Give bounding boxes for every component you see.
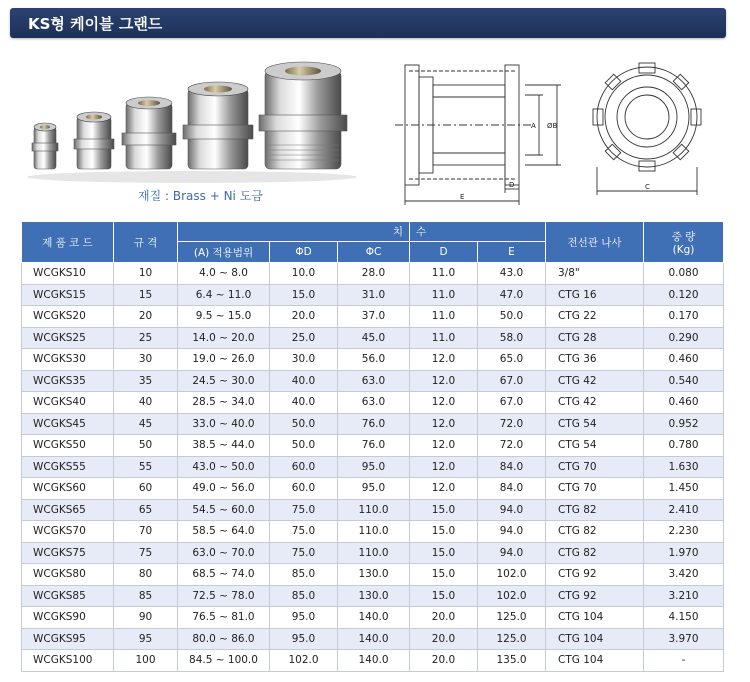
cell-range: 28.5 ~ 34.0 (178, 392, 270, 414)
cell-e: 72.0 (478, 435, 546, 457)
cell-weight: 0.080 (644, 263, 724, 285)
cell-d: 12.0 (410, 413, 478, 435)
header-phi-c: ΦC (338, 242, 410, 263)
cell-weight: 1.970 (644, 542, 724, 564)
cell-d: 20.0 (410, 628, 478, 650)
cell-size: 50 (114, 435, 178, 457)
cell-e: 72.0 (478, 413, 546, 435)
table-row (22, 327, 724, 349)
cell-phi-c: 110.0 (338, 542, 410, 564)
cell-e: 125.0 (478, 628, 546, 650)
cell-phi-d: 50.0 (270, 413, 338, 435)
cell-thread: 3/8" (546, 263, 644, 285)
cell-d: 11.0 (410, 306, 478, 328)
cell-code: WCGKS70 (22, 521, 114, 543)
material-caption: 재질 : Brass + Ni 도금 (138, 189, 263, 203)
dim-label-a: A (531, 122, 536, 130)
technical-drawing (385, 55, 725, 215)
cell-phi-c: 28.0 (338, 263, 410, 285)
cell-e: 94.0 (478, 542, 546, 564)
cell-phi-d: 40.0 (270, 370, 338, 392)
cell-phi-d: 95.0 (270, 628, 338, 650)
cell-d: 15.0 (410, 542, 478, 564)
dim-label-d: D (509, 181, 515, 189)
header-dimensions-right: 수 (410, 222, 546, 242)
cell-d: 15.0 (410, 564, 478, 586)
cell-e: 84.0 (478, 456, 546, 478)
cell-code: WCGKS80 (22, 564, 114, 586)
cell-d: 12.0 (410, 478, 478, 500)
table-row (22, 542, 724, 564)
cell-weight: 0.290 (644, 327, 724, 349)
cell-e: 125.0 (478, 607, 546, 629)
cell-size: 65 (114, 499, 178, 521)
cell-weight: 0.540 (644, 370, 724, 392)
cell-range: 54.5 ~ 60.0 (178, 499, 270, 521)
header-phi-d: ΦD (270, 242, 338, 263)
cell-d: 11.0 (410, 327, 478, 349)
cell-weight: 0.460 (644, 392, 724, 414)
cell-size: 100 (114, 650, 178, 672)
cell-d: 12.0 (410, 435, 478, 457)
cell-phi-c: 140.0 (338, 628, 410, 650)
cell-e: 65.0 (478, 349, 546, 371)
cell-weight: 4.150 (644, 607, 724, 629)
cell-e: 67.0 (478, 370, 546, 392)
cell-thread: CTG 16 (546, 284, 644, 306)
spec-table (21, 221, 724, 672)
title-bar (10, 8, 726, 38)
cell-thread: CTG 92 (546, 564, 644, 586)
cell-e: 58.0 (478, 327, 546, 349)
header-thread: 전선관 나사 (546, 222, 644, 263)
cell-range: 80.0 ~ 86.0 (178, 628, 270, 650)
cell-code: WCGKS95 (22, 628, 114, 650)
cell-phi-d: 50.0 (270, 435, 338, 457)
dim-label-c: C (645, 183, 650, 191)
cell-e: 94.0 (478, 521, 546, 543)
cell-phi-c: 130.0 (338, 585, 410, 607)
cell-range: 76.5 ~ 81.0 (178, 607, 270, 629)
cell-size: 80 (114, 564, 178, 586)
cell-thread: CTG 70 (546, 456, 644, 478)
cell-phi-c: 140.0 (338, 650, 410, 672)
table-row (22, 456, 724, 478)
table-row (22, 585, 724, 607)
cell-range: 84.5 ~ 100.0 (178, 650, 270, 672)
cell-size: 85 (114, 585, 178, 607)
cell-code: WCGKS40 (22, 392, 114, 414)
header-code: 제 품 코 드 (22, 222, 114, 263)
spec-table-body (22, 263, 724, 672)
cell-thread: CTG 82 (546, 499, 644, 521)
cell-phi-d: 95.0 (270, 607, 338, 629)
cell-size: 60 (114, 478, 178, 500)
cell-phi-c: 45.0 (338, 327, 410, 349)
header-e: E (478, 242, 546, 263)
cell-e: 67.0 (478, 392, 546, 414)
cell-range: 19.0 ~ 26.0 (178, 349, 270, 371)
cell-e: 94.0 (478, 499, 546, 521)
dim-label-e: E (460, 193, 465, 201)
cell-phi-c: 76.0 (338, 413, 410, 435)
cell-phi-c: 110.0 (338, 521, 410, 543)
cell-range: 9.5 ~ 15.0 (178, 306, 270, 328)
cell-phi-d: 85.0 (270, 564, 338, 586)
cell-weight: 2.410 (644, 499, 724, 521)
cell-code: WCGKS50 (22, 435, 114, 457)
cell-code: WCGKS75 (22, 542, 114, 564)
table-row (22, 263, 724, 285)
table-row (22, 284, 724, 306)
cell-d: 15.0 (410, 585, 478, 607)
cell-size: 75 (114, 542, 178, 564)
table-row (22, 349, 724, 371)
cell-size: 25 (114, 327, 178, 349)
header-dimensions-left: 치 (178, 222, 410, 242)
dim-label-b: ØB (547, 122, 558, 130)
cell-phi-c: 63.0 (338, 370, 410, 392)
cell-thread: CTG 104 (546, 628, 644, 650)
table-row (22, 607, 724, 629)
cell-range: 72.5 ~ 78.0 (178, 585, 270, 607)
page-title: KS형 케이블 그랜드 (28, 15, 163, 33)
cell-weight: 0.170 (644, 306, 724, 328)
cell-range: 43.0 ~ 50.0 (178, 456, 270, 478)
cell-e: 84.0 (478, 478, 546, 500)
cell-thread: CTG 28 (546, 327, 644, 349)
cell-phi-d: 75.0 (270, 499, 338, 521)
cell-e: 102.0 (478, 585, 546, 607)
table-row (22, 413, 724, 435)
cell-d: 12.0 (410, 392, 478, 414)
cell-size: 40 (114, 392, 178, 414)
table-row (22, 370, 724, 392)
cell-d: 12.0 (410, 349, 478, 371)
cell-phi-d: 102.0 (270, 650, 338, 672)
cell-size: 45 (114, 413, 178, 435)
header-weight-line1: 중 량 (671, 230, 696, 243)
cell-phi-d: 85.0 (270, 585, 338, 607)
cell-d: 20.0 (410, 650, 478, 672)
cell-range: 58.5 ~ 64.0 (178, 521, 270, 543)
cell-phi-d: 20.0 (270, 306, 338, 328)
cell-phi-d: 75.0 (270, 521, 338, 543)
cell-phi-c: 130.0 (338, 564, 410, 586)
cell-size: 35 (114, 370, 178, 392)
cell-phi-d: 15.0 (270, 284, 338, 306)
cell-range: 63.0 ~ 70.0 (178, 542, 270, 564)
cell-size: 15 (114, 284, 178, 306)
cell-e: 43.0 (478, 263, 546, 285)
gland-photo-2 (74, 112, 114, 169)
gland-photo-5 (259, 62, 347, 169)
cell-phi-d: 75.0 (270, 542, 338, 564)
cell-size: 10 (114, 263, 178, 285)
cell-code: WCGKS90 (22, 607, 114, 629)
cell-phi-c: 95.0 (338, 478, 410, 500)
cell-weight: 3.210 (644, 585, 724, 607)
cell-weight: 1.630 (644, 456, 724, 478)
header-size: 규 격 (114, 222, 178, 263)
cell-thread: CTG 42 (546, 370, 644, 392)
table-row (22, 650, 724, 672)
cell-range: 33.0 ~ 40.0 (178, 413, 270, 435)
cell-thread: CTG 22 (546, 306, 644, 328)
cell-weight: 0.460 (644, 349, 724, 371)
cell-range: 14.0 ~ 20.0 (178, 327, 270, 349)
cell-phi-c: 37.0 (338, 306, 410, 328)
cell-code: WCGKS45 (22, 413, 114, 435)
gland-photo-1 (32, 123, 58, 169)
cell-thread: CTG 54 (546, 435, 644, 457)
cell-thread: CTG 36 (546, 349, 644, 371)
table-row (22, 306, 724, 328)
cell-code: WCGKS35 (22, 370, 114, 392)
cell-phi-c: 76.0 (338, 435, 410, 457)
cell-size: 20 (114, 306, 178, 328)
cell-range: 24.5 ~ 30.0 (178, 370, 270, 392)
cell-phi-c: 140.0 (338, 607, 410, 629)
cell-e: 47.0 (478, 284, 546, 306)
cell-d: 12.0 (410, 370, 478, 392)
cell-thread: CTG 104 (546, 607, 644, 629)
cell-weight: 2.230 (644, 521, 724, 543)
cell-code: WCGKS25 (22, 327, 114, 349)
gland-photo-4 (183, 82, 253, 169)
cell-phi-c: 63.0 (338, 392, 410, 414)
cell-phi-c: 31.0 (338, 284, 410, 306)
cell-phi-d: 60.0 (270, 456, 338, 478)
cell-code: WCGKS55 (22, 456, 114, 478)
cell-e: 102.0 (478, 564, 546, 586)
product-photo (22, 55, 362, 185)
table-row (22, 521, 724, 543)
cell-size: 90 (114, 607, 178, 629)
cell-code: WCGKS60 (22, 478, 114, 500)
cell-size: 55 (114, 456, 178, 478)
cell-phi-d: 30.0 (270, 349, 338, 371)
header-weight (644, 222, 724, 263)
cell-d: 15.0 (410, 499, 478, 521)
cell-code: WCGKS15 (22, 284, 114, 306)
cell-d: 15.0 (410, 521, 478, 543)
cell-code: WCGKS85 (22, 585, 114, 607)
cell-thread: CTG 54 (546, 413, 644, 435)
cell-thread: CTG 104 (546, 650, 644, 672)
cell-thread: CTG 92 (546, 585, 644, 607)
table-row (22, 564, 724, 586)
cell-weight: 3.970 (644, 628, 724, 650)
cell-phi-d: 25.0 (270, 327, 338, 349)
cell-phi-d: 10.0 (270, 263, 338, 285)
cell-phi-d: 60.0 (270, 478, 338, 500)
cell-d: 11.0 (410, 263, 478, 285)
cell-code: WCGKS20 (22, 306, 114, 328)
cell-range: 38.5 ~ 44.0 (178, 435, 270, 457)
cell-e: 50.0 (478, 306, 546, 328)
table-row (22, 478, 724, 500)
cell-thread: CTG 82 (546, 521, 644, 543)
cell-weight: - (644, 650, 724, 672)
cell-d: 12.0 (410, 456, 478, 478)
cell-size: 30 (114, 349, 178, 371)
cell-weight: 1.450 (644, 478, 724, 500)
header-d: D (410, 242, 478, 263)
cell-d: 20.0 (410, 607, 478, 629)
cell-phi-c: 110.0 (338, 499, 410, 521)
cell-code: WCGKS30 (22, 349, 114, 371)
cell-size: 70 (114, 521, 178, 543)
cell-range: 4.0 ~ 8.0 (178, 263, 270, 285)
cell-code: WCGKS10 (22, 263, 114, 285)
cell-thread: CTG 70 (546, 478, 644, 500)
cell-weight: 3.420 (644, 564, 724, 586)
cell-range: 68.5 ~ 74.0 (178, 564, 270, 586)
cell-e: 135.0 (478, 650, 546, 672)
cell-weight: 0.780 (644, 435, 724, 457)
cell-size: 95 (114, 628, 178, 650)
cell-thread: CTG 42 (546, 392, 644, 414)
header-range: (A) 적용범위 (178, 242, 270, 263)
table-row (22, 628, 724, 650)
cell-d: 11.0 (410, 284, 478, 306)
cell-code: WCGKS65 (22, 499, 114, 521)
header-weight-line2: (Kg) (672, 243, 695, 256)
cell-thread: CTG 82 (546, 542, 644, 564)
cell-range: 49.0 ~ 56.0 (178, 478, 270, 500)
cell-range: 6.4 ~ 11.0 (178, 284, 270, 306)
cell-weight: 0.120 (644, 284, 724, 306)
table-row (22, 392, 724, 414)
table-row (22, 435, 724, 457)
cell-phi-c: 95.0 (338, 456, 410, 478)
cell-phi-d: 40.0 (270, 392, 338, 414)
cell-weight: 0.952 (644, 413, 724, 435)
gland-photo-3 (122, 97, 176, 169)
cell-code: WCGKS100 (22, 650, 114, 672)
cell-phi-c: 56.0 (338, 349, 410, 371)
table-row (22, 499, 724, 521)
